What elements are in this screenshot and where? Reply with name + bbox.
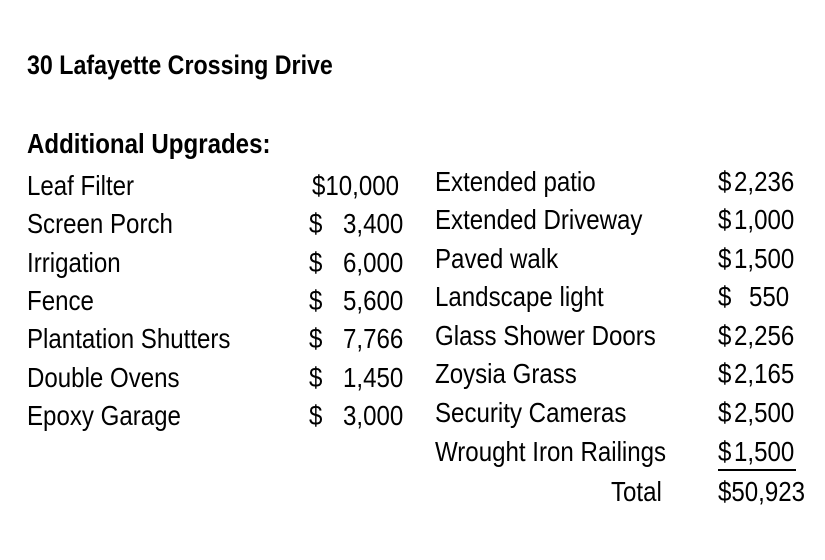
item-amount: $ 3,400	[309, 208, 404, 239]
list-item	[27, 397, 404, 435]
item-amount: $ 2,165	[718, 358, 794, 389]
item-label: Epoxy Garage	[27, 400, 181, 431]
total-amount: $50,923	[718, 476, 806, 507]
item-label: Irrigation	[27, 247, 121, 278]
item-label: Security Cameras	[435, 397, 627, 428]
item-label: Wrought Iron Railings	[435, 436, 667, 467]
item-label: Extended Driveway	[435, 204, 643, 235]
item-label: Screen Porch	[27, 208, 173, 239]
document-title: 30 Lafayette Crossing Drive	[27, 50, 333, 80]
item-amount: $ 1,500	[718, 243, 794, 274]
list-item	[435, 433, 797, 471]
item-amount: $ 550	[718, 281, 790, 312]
item-label: Fence	[27, 285, 94, 316]
list-item	[27, 282, 404, 320]
list-item	[27, 167, 399, 205]
item-label: Zoysia Grass	[435, 358, 577, 389]
item-amount: $ 3,000	[309, 400, 404, 431]
item-amount: $ 2,500	[718, 397, 794, 428]
total-label: Total	[611, 476, 662, 507]
item-amount: $ 2,256	[718, 320, 794, 351]
list-item	[27, 359, 404, 397]
section-heading: Additional Upgrades:	[27, 128, 271, 159]
item-amount: $ 1,450	[309, 362, 404, 393]
list-item	[435, 394, 797, 432]
item-label: Plantation Shutters	[27, 323, 231, 354]
list-item	[435, 317, 797, 355]
list-item	[27, 320, 404, 358]
list-item	[435, 355, 797, 393]
list-item	[27, 244, 404, 282]
list-item	[27, 205, 404, 243]
list-item	[435, 240, 797, 278]
item-label: Glass Shower Doors	[435, 320, 656, 351]
item-label: Double Ovens	[27, 362, 180, 393]
item-amount: $10,000	[311, 170, 399, 201]
item-amount: $ 6,000	[309, 247, 404, 278]
item-amount: $ 7,766	[309, 323, 404, 354]
item-label: Landscape light	[435, 281, 604, 312]
item-amount: $ 5,600	[309, 285, 404, 316]
item-amount: $ 2,236	[718, 166, 794, 197]
item-label: Leaf Filter	[27, 170, 135, 201]
item-label: Paved walk	[435, 243, 559, 274]
item-amount: $ 1,000	[718, 204, 794, 235]
list-item	[435, 163, 797, 201]
list-item	[435, 278, 797, 316]
list-item	[435, 201, 797, 239]
item-amount-underlined: $ 1,500	[718, 433, 796, 471]
item-label: Extended patio	[435, 166, 596, 197]
